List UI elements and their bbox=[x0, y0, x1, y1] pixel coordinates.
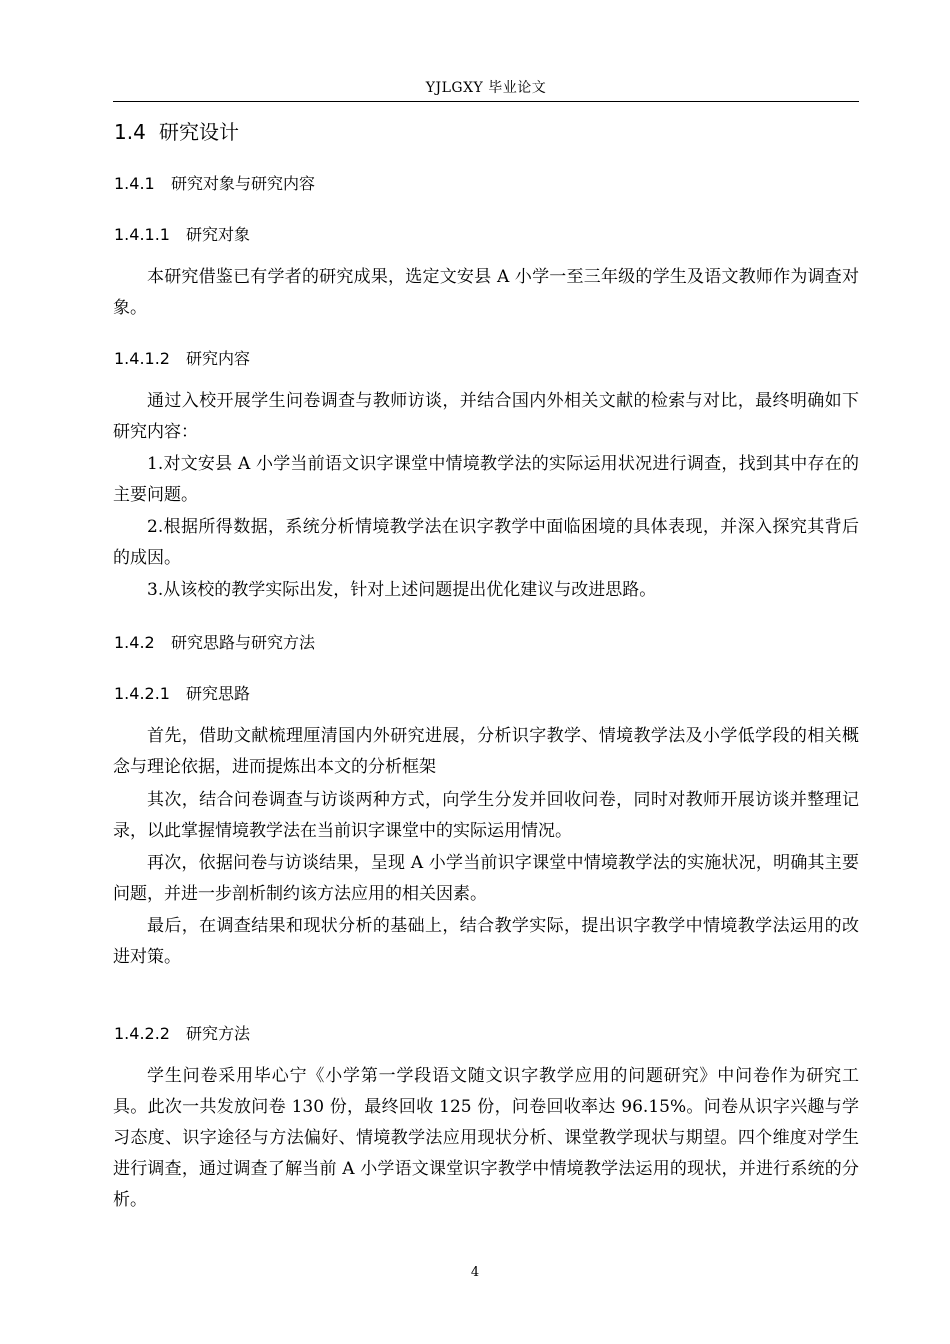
paragraph-research-method: 学生问卷采用毕心宁《小学第一学段语文随文识字教学应用的问题研究》中问卷作为研究工具。此次一共发放问卷 130 份，最终回收 125 份，问卷回收率达 96.15%。问卷从识字兴趣与学习态度、识字途径与方法偏好、情境教学法应用现状分析、课堂教学现状与期望。四个维度对学生进行调查，通过调查了解当前 A 小学语文课堂识字教学中情境教学法运用的现状，并进行系统的分析。 bbox=[113, 1066, 859, 1210]
section-title: 研究对象与研究内容 bbox=[171, 174, 316, 193]
section-number: 1.4.2.2 bbox=[114, 1024, 170, 1043]
paragraph-idea-4: 最后，在调查结果和现状分析的基础上，结合教学实际，提出识字教学中情境教学法运用的改进对策。 bbox=[113, 916, 859, 967]
section-number: 1.4.2.1 bbox=[114, 684, 170, 703]
section-heading-1-4-2-2 bbox=[114, 1022, 250, 1046]
section-number: 1.4.1.1 bbox=[114, 225, 170, 244]
section-title: 研究思路 bbox=[186, 684, 251, 703]
paragraph-content-intro: 通过入校开展学生问卷调查与教师访谈，并结合国内外相关文献的检索与对比，最终明确如下研究内容： bbox=[113, 391, 859, 442]
section-heading-1-4-1-2 bbox=[114, 347, 250, 371]
section-heading-1-4-2-1 bbox=[114, 682, 250, 706]
section-title: 研究对象 bbox=[186, 225, 251, 244]
section-heading-1-4-1 bbox=[114, 172, 315, 196]
section-title: 研究思路与研究方法 bbox=[171, 633, 316, 652]
page-header-title: YJLGXY 毕业论文 bbox=[425, 80, 547, 96]
paragraph-content-item-1: 1.对文安县 A 小学当前语文识字课堂中情境教学法的实际运用状况进行调查，找到其中存在的主要问题。 bbox=[113, 454, 859, 505]
paragraph-idea-1: 首先，借助文献梳理厘清国内外研究进展，分析识字教学、情境教学法及小学低学段的相关概念与理论依据，进而提炼出本文的分析框架 bbox=[113, 726, 859, 777]
paragraph-research-object: 本研究借鉴已有学者的研究成果，选定文安县 A 小学一至三年级的学生及语文教师作为调查对象。 bbox=[113, 267, 859, 318]
section-title: 研究内容 bbox=[186, 349, 251, 368]
section-heading-1-4-1-1 bbox=[114, 223, 250, 247]
paragraph-idea-2: 其次，结合问卷调查与访谈两种方式，向学生分发并回收问卷，同时对教师开展访谈并整理记录，以此掌握情境教学法在当前识字课堂中的实际运用情况。 bbox=[113, 790, 859, 841]
section-number: 1.4.1 bbox=[114, 174, 155, 193]
section-title: 研究方法 bbox=[186, 1024, 251, 1043]
section-number: 1.4.1.2 bbox=[114, 349, 170, 368]
section-heading-1-4-2 bbox=[114, 631, 315, 655]
page-number: 4 bbox=[470, 1265, 480, 1280]
section-number: 1.4.2 bbox=[114, 633, 155, 652]
paragraph-content-item-3: 3.从该校的教学实际出发，针对上述问题提出优化建议与改进思路。 bbox=[147, 580, 657, 600]
section-title: 研究设计 bbox=[159, 120, 239, 144]
section-heading-1-4 bbox=[114, 118, 239, 146]
section-number: 1.4 bbox=[114, 120, 146, 144]
header-rule bbox=[113, 101, 859, 102]
paragraph-idea-3: 再次，依据问卷与访谈结果，呈现 A 小学当前识字课堂中情境教学法的实施状况，明确其主要问题，并进一步剖析制约该方法应用的相关因素。 bbox=[113, 853, 859, 904]
paragraph-content-item-2: 2.根据所得数据，系统分析情境教学法在识字教学中面临困境的具体表现，并深入探究其背后的成因。 bbox=[113, 517, 859, 568]
